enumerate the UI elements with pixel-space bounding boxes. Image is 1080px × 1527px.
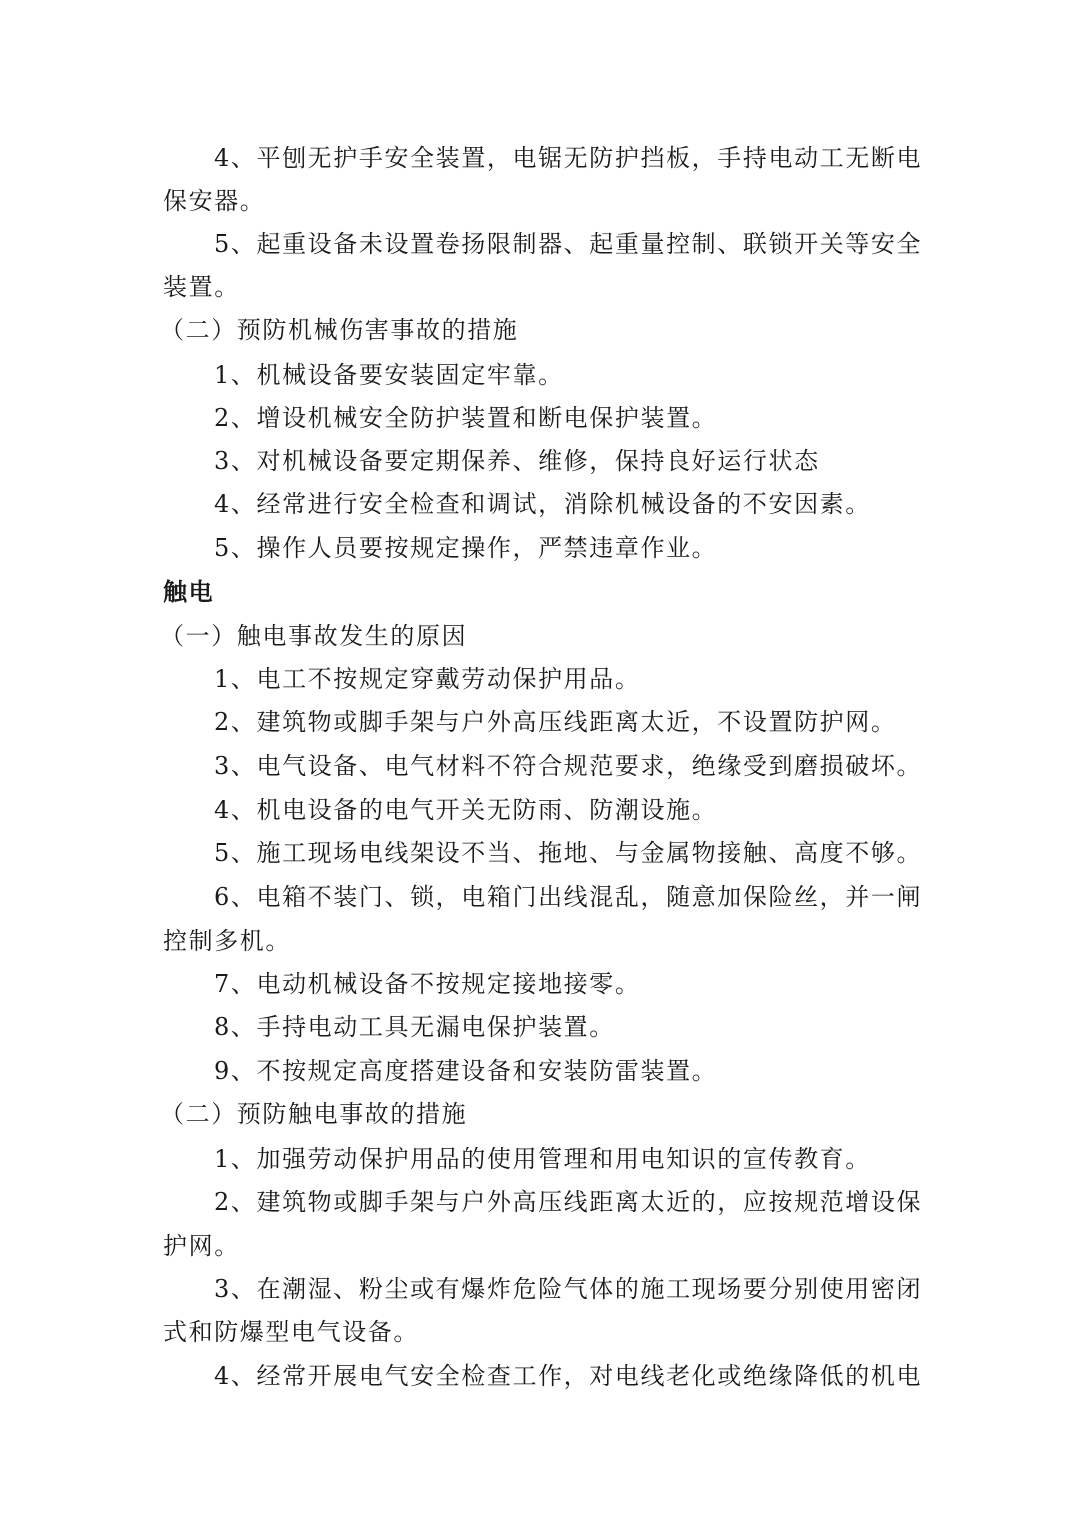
paragraph-line: 3、在潮湿、粉尘或有爆炸危险气体的施工现场要分别使用密闭 bbox=[214, 1275, 923, 1303]
paragraph-line: 护网。 bbox=[163, 1232, 240, 1260]
paragraph-line: 5、施工现场电线架设不当、拖地、与金属物接触、高度不够。 bbox=[214, 839, 923, 867]
paragraph-line: 7、电动机械设备不按规定接地接零。 bbox=[214, 970, 641, 998]
paragraph-line: 2、建筑物或脚手架与户外高压线距离太近的，应按规范增设保 bbox=[214, 1188, 923, 1216]
paragraph-line: 2、增设机械安全防护装置和断电保护装置。 bbox=[214, 404, 718, 432]
section-heading: 触电 bbox=[163, 578, 215, 606]
paragraph-line: 装置。 bbox=[163, 273, 240, 301]
paragraph-line: 3、对机械设备要定期保养、维修，保持良好运行状态 bbox=[214, 447, 820, 475]
paragraph-line: 4、机电设备的电气开关无防雨、防潮设施。 bbox=[214, 796, 718, 824]
paragraph-line: 9、不按规定高度搭建设备和安装防雷装置。 bbox=[214, 1057, 718, 1085]
paragraph-line: 1、加强劳动保护用品的使用管理和用电知识的宣传教育。 bbox=[214, 1145, 871, 1173]
paragraph-line: 式和防爆型电气设备。 bbox=[163, 1318, 419, 1346]
section-subheading: （二）预防机械伤害事故的措施 bbox=[160, 316, 519, 344]
section-subheading: （一）触电事故发生的原因 bbox=[160, 622, 468, 650]
paragraph-line: 5、起重设备未设置卷扬限制器、起重量控制、联锁开关等安全 bbox=[214, 230, 923, 258]
paragraph-line: 2、建筑物或脚手架与户外高压线距离太近，不设置防护网。 bbox=[214, 708, 897, 736]
paragraph-line: 4、经常开展电气安全检查工作，对电线老化或绝缘降低的机电 bbox=[214, 1362, 923, 1390]
paragraph-line: 8、手持电动工具无漏电保护装置。 bbox=[214, 1013, 615, 1041]
paragraph-line: 1、机械设备要安装固定牢靠。 bbox=[214, 361, 564, 389]
paragraph-line: 4、平刨无护手安全装置，电锯无防护挡板，手持电动工无断电 bbox=[214, 144, 923, 172]
paragraph-line: 6、电箱不装门、锁，电箱门出线混乱，随意加保险丝，并一闸 bbox=[214, 883, 923, 911]
paragraph-line: 1、电工不按规定穿戴劳动保护用品。 bbox=[214, 665, 641, 693]
paragraph-line: 5、操作人员要按规定操作，严禁违章作业。 bbox=[214, 534, 718, 562]
paragraph-line: 保安器。 bbox=[163, 187, 266, 215]
paragraph-line: 4、经常进行安全检查和调试，消除机械设备的不安因素。 bbox=[214, 490, 871, 518]
paragraph-line: 3、电气设备、电气材料不符合规范要求，绝缘受到磨损破坏。 bbox=[214, 752, 923, 780]
section-subheading: （二）预防触电事故的措施 bbox=[160, 1100, 468, 1128]
paragraph-line: 控制多机。 bbox=[163, 927, 291, 955]
